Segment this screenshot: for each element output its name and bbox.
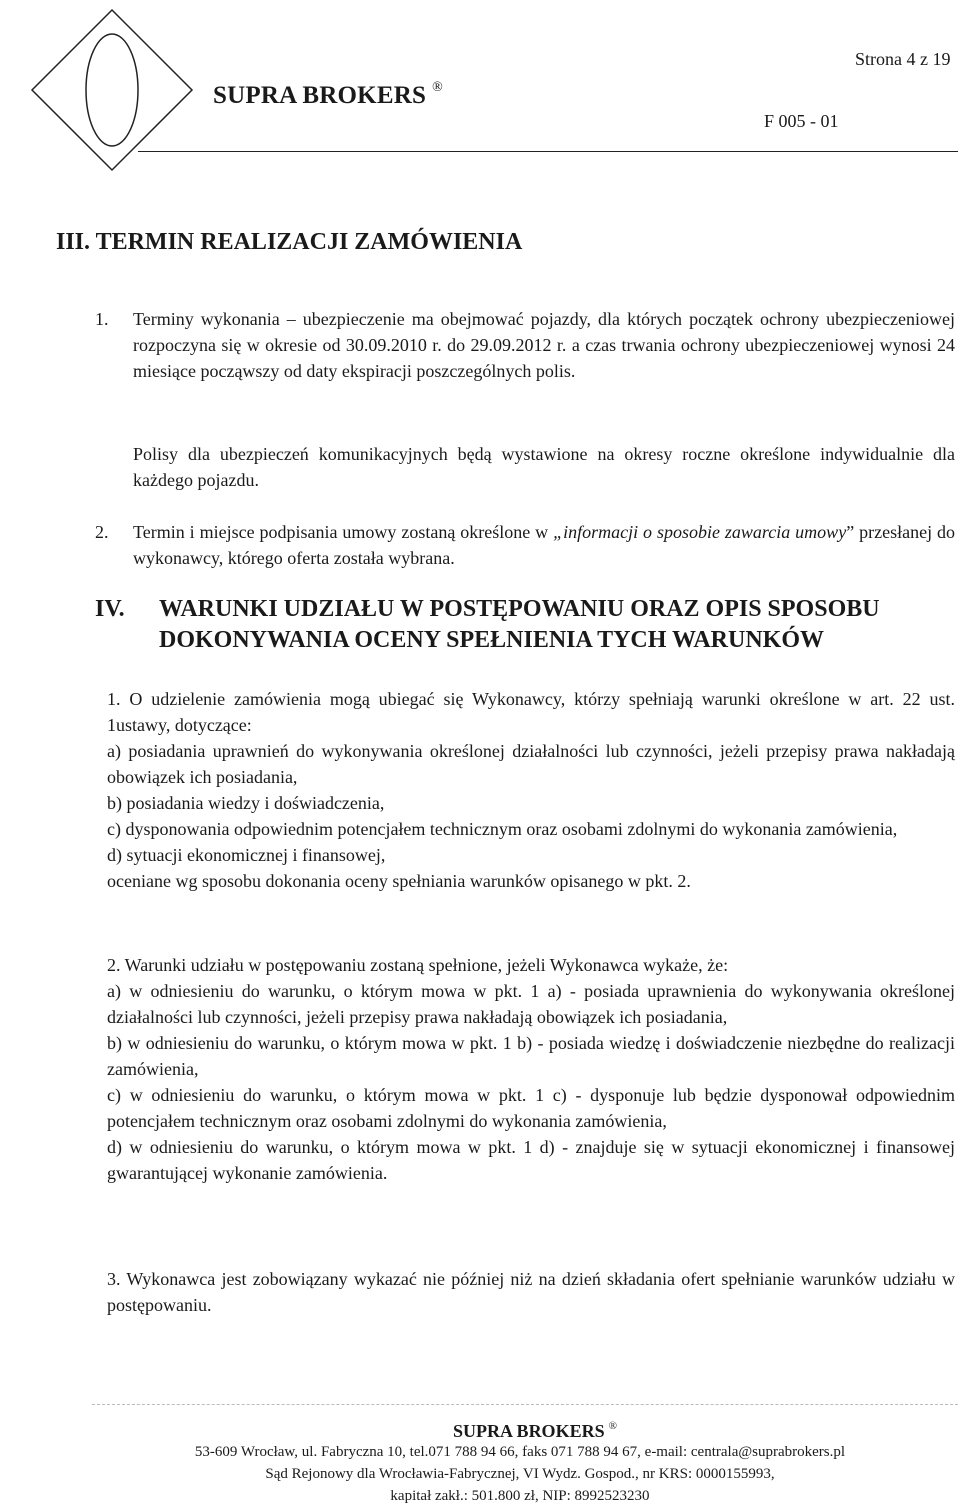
list-item: a) posiadania uprawnień do wykonywania określonej działalności lub czynności, jeżeli przepisy prawa nakładają obowiązek ich posiadania, (107, 741, 955, 787)
footer-address: 53-609 Wrocław, ul. Fabryczna 10, tel.071 788 94 66, faks 071 788 94 67, e-mail: centrala@suprabrokers.pl (194, 1444, 846, 1460)
registered-mark: ® (432, 80, 443, 95)
item-number: 2. (95, 522, 109, 542)
italic-reference: „informacji o sposobie zawarcia umowy (553, 522, 847, 542)
list-item: b) posiadania wiedzy i doświadczenia, (107, 793, 385, 813)
footer-registry: Sąd Rejonowy dla Wrocławia-Fabrycznej, VI Wydz. Gospod., nr KRS: 0000155993, (265, 1466, 775, 1482)
list-item: d) sytuacji ekonomicznej i finansowej, (107, 845, 386, 865)
item-number: 1. (95, 309, 109, 329)
list-item: d) w odniesieniu do warunku, o którym mowa w pkt. 1 d) - znajduje się w sytuacji ekonomicznej i finansowej gwarantującej wykonanie zamówienia. (107, 1137, 955, 1183)
list-item: a) w odniesieniu do warunku, o którym mowa w pkt. 1 a) - posiada uprawnienia do wykonywania określonej działalności lub czynności, jeżeli przepisy prawa nakładają obowiązek ich posiadania, (107, 981, 955, 1027)
paragraph: 2. Warunki udziału w postępowaniu zostaną spełnione, jeżeli Wykonawca wykaże, że: (107, 955, 729, 975)
section-4-heading-line1: WARUNKI UDZIAŁU W POSTĘPOWANIU ORAZ OPIS SPOSOBU (159, 596, 880, 622)
list-item: c) dysponowania odpowiednim potencjałem technicznym oraz osobami zdolnymi do wykonania zamówienia, (107, 819, 898, 839)
paragraph: Polisy dla ubezpieczeń komunikacyjnych będą wystawione na okresy roczne określone indywidualnie dla każdego pojazdu. (133, 444, 955, 490)
section-3-heading: III. TERMIN REALIZACJI ZAMÓWIENIA (56, 229, 523, 255)
section-4-heading-line2: DOKONYWANIA OCENY SPEŁNIENIA TYCH WARUNKÓW (159, 627, 824, 653)
footer-brand: SUPRA BROKERS ® (453, 1420, 617, 1441)
header-brand: SUPRA BROKERS ® (213, 80, 443, 109)
section-4-number: IV. (95, 596, 125, 622)
oval-logo-icon (30, 8, 194, 172)
paragraph: Terminy wykonania – ubezpieczenie ma obejmować pojazdy, dla których początek ochrony ubezpieczeniowej rozpoczyna się w okresie od 30.09.2010 r. do 29.09.2012 r. a czas trwania ochrony ubezpieczeniowej wynosi 24 miesiące począwszy od daty ekspiracji poszczególnych polis. (133, 309, 955, 381)
paragraph: Termin i miejsce podpisania umowy zostaną określone w „informacji o sposobie zawarcia umowy” przesłanej do wykonawcy, którego oferta została wybrana. (133, 522, 956, 568)
registered-mark: ® (608, 1420, 617, 1432)
section-4-item-3: 3. Wykonawca jest zobowiązany wykazać nie później niż na dzień składania ofert spełnianie warunków udziału w postępowaniu. (107, 1269, 955, 1315)
section-4-item-1 (107, 686, 955, 894)
header-divider (138, 151, 958, 152)
paragraph: oceniane wg sposobu dokonania oceny spełniania warunków opisanego w pkt. 2. (107, 871, 691, 891)
form-code: F 005 - 01 (764, 111, 839, 131)
paragraph: 1. O udzielenie zamówienia mogą ubiegać się Wykonawcy, którzy spełniają warunki określone w art. 22 ust. 1ustawy, dotyczące: (107, 689, 955, 735)
footer-capital: kapitał zakł.: 501.800 zł, NIP: 8992523230 (390, 1488, 650, 1504)
section-4-item-2 (107, 952, 955, 1186)
footer-divider (92, 1404, 958, 1405)
list-item: b) w odniesieniu do warunku, o którym mowa w pkt. 1 b) - posiada wiedzę i doświadczenie niezbędne do realizacji zamówienia, (107, 1033, 955, 1079)
page-number: Strona 4 z 19 (855, 49, 951, 69)
list-item: c) w odniesieniu do warunku, o którym mowa w pkt. 1 c) - dysponuje lub będzie dysponował odpowiednim potencjałem technicznym oraz osobami zdolnymi do wykonania zamówienia, (107, 1085, 955, 1131)
